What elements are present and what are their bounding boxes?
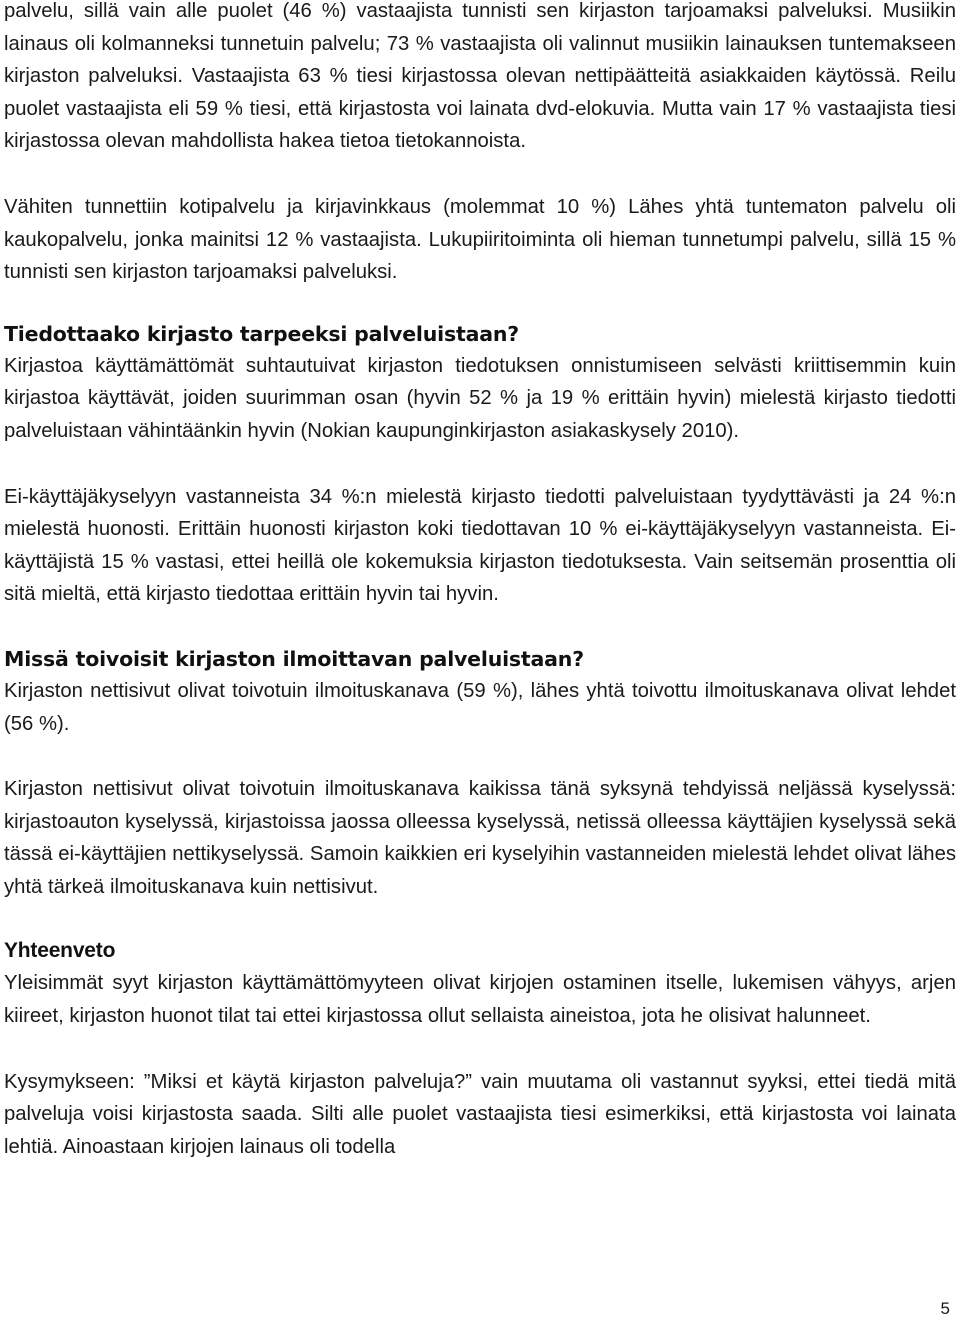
paragraph-all-surveys: Kirjaston nettisivut olivat toivotuin ilmoituskanava kaikissa tänä syksynä tehdyissä neljässä kyselyssä: kirjastoauton kyselyssä, kirjastoissa jaossa olleessa kyselyssä, netissä olleessa käyttäjien kyselyssä sekä tässä ei-käyttäjien nettikyselyssä. Samoin kaikkien eri kyselyihin vastanneiden mielestä lehdet olivat lähes yhtä tärkeä ilmoituskanava kuin nettisivut. bbox=[4, 778, 956, 898]
page-number: 5 bbox=[940, 1299, 950, 1318]
heading-summary: Yhteenveto bbox=[4, 939, 116, 963]
document-page bbox=[4, 0, 956, 1320]
heading-library-informing: Tiedottaako kirjasto tarpeeksi palveluistaan? bbox=[4, 321, 519, 346]
paragraph-informing-criticism: Kirjastoa käyttämättömät suhtautuivat kirjaston tiedotuksen onnistumiseen selvästi kriittisemmin kuin kirjastoa käyttävät, joiden suurimman osan (hyvin 52 % ja 19 % erittäin hyvin) mielestä kirjasto tiedotti palveluistaan vähintäänkin hyvin (Nokian kaupunginkirjaston asiakaskysely 2010). bbox=[4, 354, 956, 442]
heading-preferred-channels: Missä toivoisit kirjaston ilmoittavan palveluistaan? bbox=[4, 646, 584, 671]
paragraph-non-user-survey: Ei-käyttäjäkyselyyn vastanneista 34 %:n mielestä kirjasto tiedotti palveluistaan tyydyttävästi ja 24 %:n mielestä huonosti. Erittäin huonosti kirjaston koki tiedottavan 10 % ei-käyttäjäkyselyyn vastanneista. Ei-käyttäjistä 15 % vastasi, ettei heillä ole kokemuksia kirjaston tiedotuksesta. Vain seitsemän prosenttia oli sitä mieltä, että kirjasto tiedottaa erittäin hyvin tai hyvin. bbox=[4, 485, 956, 606]
paragraph-services-awareness: palvelu, sillä vain alle puolet (46 %) vastaajista tunnisti sen kirjaston tarjoamaksi palveluksi. Musiikin lainaus oli kolmanneksi tunnetuin palvelu; 73 % vastaajista oli valinnut musiikin lainauksen tuntemakseen kirjaston palveluksi. Vastaajista 63 % tiesi kirjastossa olevan nettipäätteitä asiakkaiden käytössä. Reilu puolet vastaajista eli 59 % tiesi, että kirjastosta voi lainata dvd-elokuvia. Mutta vain 17 % vastaajista tiesi kirjastossa olevan mahdollista hakea tietoa tietokannoista. bbox=[4, 0, 956, 153]
paragraph-website-channel: Kirjaston nettisivut olivat toivotuin ilmoituskanava (59 %), lähes yhtä toivottu ilmoituskanava olivat lehdet (56 %). bbox=[4, 679, 956, 735]
paragraph-summary-question: Kysymykseen: ”Miksi et käytä kirjaston palveluja?” vain muutama oli vastannut syyksi, ettei tiedä mitä palveluja voisi kirjastosta saada. Silti alle puolet vastaajista tiesi esimerkiksi, että kirjastosta voi lainata lehtiä. Ainoastaan kirjojen lainaus oli todella bbox=[4, 1070, 956, 1158]
paragraph-summary-reasons: Yleisimmät syyt kirjaston käyttämättömyyteen olivat kirjojen ostaminen itselle, lukemisen vähyys, arjen kiireet, kirjaston huonot tilat tai ettei kirjastossa ollut sellaista aineistoa, jota he olisivat halunneet. bbox=[4, 972, 956, 1028]
paragraph-least-known-services: Vähiten tunnettiin kotipalvelu ja kirjavinkkaus (molemmat 10 %) Lähes yhtä tuntematon palvelu oli kaukopalvelu, jonka mainitsi 12 % vastaajista. Lukupiiritoiminta oli hieman tunnetumpi palvelu, sillä 15 % tunnisti sen kirjaston tarjoamaksi palveluksi. bbox=[4, 195, 956, 284]
